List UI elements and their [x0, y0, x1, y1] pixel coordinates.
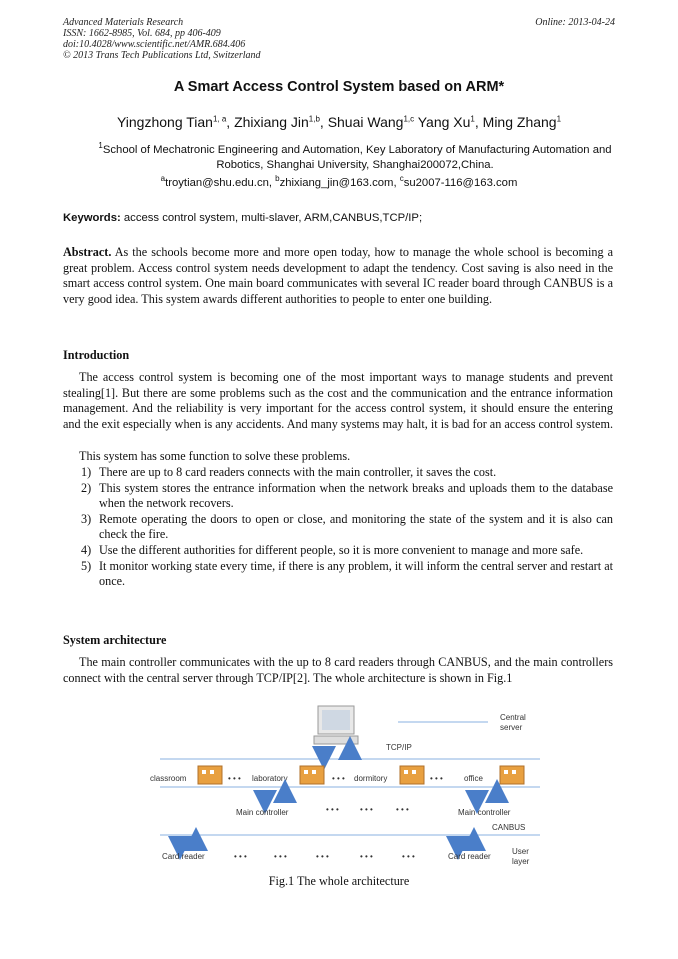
classroom-label: classroom: [150, 774, 187, 783]
office-label: office: [464, 774, 483, 783]
author: Shuai Wang$^{1,c}$: [327, 114, 415, 130]
abstract-text: As the schools become more and more open today, how to manage the whole school is becoming a great problem. Access control system needs development to adapt the tendency. Cost saving is also need in the smart access control system. One main board communicates with several IC reader board through CANBUS is a very good idea. This system awards different authorities to people to enter one building.: [63, 245, 613, 306]
ellipsis: • • •: [360, 805, 373, 814]
ellipsis: • • •: [274, 852, 287, 861]
card-reader-label: Card reader: [162, 852, 205, 861]
issn: ISSN: 1662-8985, Vol. 684, pp 406-409: [63, 28, 221, 39]
affiliation: $^1$School of Mechatronic Engineering and Automation, Key Laboratory of Manufacturing Automation and Robotics, Shanghai University, Shanghai200072,China.: [98, 141, 612, 171]
server-label: server: [500, 723, 523, 732]
keywords: [63, 212, 422, 224]
user-label: User: [512, 847, 529, 856]
online-date: Online: 2013-04-24: [535, 17, 615, 28]
ellipsis: • • •: [234, 852, 247, 861]
section-heading-introduction: Introduction: [63, 348, 130, 362]
function-list: [63, 465, 613, 590]
author: Zhixiang Jin$^{1,b}$,: [234, 114, 328, 130]
list-item: 1) There are up to 8 card readers connects with the main controller, it saves the cost.: [81, 465, 497, 479]
author-list: [0, 114, 678, 130]
abstract: [63, 245, 613, 307]
layer-label: layer: [512, 857, 530, 866]
laboratory-label: laboratory: [252, 774, 288, 783]
doi: doi:10.4028/www.scientific.net/AMR.684.406: [63, 39, 246, 50]
ellipsis: • • •: [228, 774, 241, 783]
abstract-label: Abstract.: [63, 245, 112, 259]
ellipsis: • • •: [326, 805, 339, 814]
canbus-label: CANBUS: [492, 823, 526, 832]
running-header: [63, 17, 261, 61]
intro-paragraph-2: This system has some function to solve these problems.: [79, 449, 351, 463]
ellipsis: • • •: [396, 805, 409, 814]
building-icon: [300, 766, 324, 784]
section-heading-system-architecture: System architecture: [63, 633, 167, 647]
list-item: 2) This system stores the entrance information when the network breaks and uploads them to the database when the network recovers.: [81, 480, 613, 511]
author: Yang Xu$^1$,: [417, 114, 483, 130]
tcpip-label: TCP/IP: [386, 743, 412, 752]
ellipsis: • • •: [402, 852, 415, 861]
system-paragraph: The main controller communicates with the up to 8 card readers through CANBUS, and the main controllers connect with the central server through TCP/IP[2]. The whole architecture is shown in Fig.1: [63, 655, 613, 685]
author: Ming Zhang$^1$: [482, 114, 562, 130]
card-reader-label: Card reader: [448, 852, 491, 861]
figure-caption: Fig.1 The whole architecture: [268, 874, 410, 888]
building-icon: [500, 766, 524, 784]
main-controller-label: Main controller: [458, 808, 511, 817]
main-controller-label: Main controller: [236, 808, 289, 817]
list-item: 4) Use the different authorities for different people, so it is more convenient to manage and more safe.: [81, 542, 584, 557]
journal-name: Advanced Materials Research: [63, 17, 184, 28]
ellipsis: • • •: [316, 852, 329, 861]
ellipsis: • • •: [360, 852, 373, 861]
intro-paragraph: The access control system is becoming one of the most important ways to manage students and prevent stealing[1]. But there are some problems such as the cost and the communication and the entrance information management. And the reliability is very important for the access control system, it should ensure the entering and the exit especially when is any accidents. And many systems may halt, it is bad for an access control system.: [63, 370, 613, 431]
keywords-text: access control system, multi-slaver, ARM,CANBUS,TCP/IP;: [120, 212, 423, 224]
list-item: 5) It monitor working state every time, if there is any problem, it will inform the central server and restart at once.: [81, 558, 613, 589]
architecture-figure: [140, 702, 550, 872]
copyright: © 2013 Trans Tech Publications Ltd, Switzerland: [63, 50, 261, 61]
central-label: Central: [500, 713, 526, 722]
ellipsis: • • •: [332, 774, 345, 783]
dormitory-label: dormitory: [354, 774, 388, 783]
emails: $^a$troytian@shu.edu.cn, $^b$zhixiang_jin@163.com, $^c$su2007-116@163.com: [160, 174, 518, 189]
building-icon: [198, 766, 222, 784]
computer-icon: [314, 706, 358, 744]
author: Yingzhong Tian$^{1, a}$,: [116, 114, 235, 130]
list-item: 3) Remote operating the doors to open or close, and monitoring the state of the system and it is also can check the fire.: [81, 511, 613, 542]
ellipsis: • • •: [430, 774, 443, 783]
keywords-label: Keywords:: [63, 212, 121, 224]
building-icon: [400, 766, 424, 784]
paper-title: A Smart Access Control System based on ARM*: [173, 79, 505, 95]
